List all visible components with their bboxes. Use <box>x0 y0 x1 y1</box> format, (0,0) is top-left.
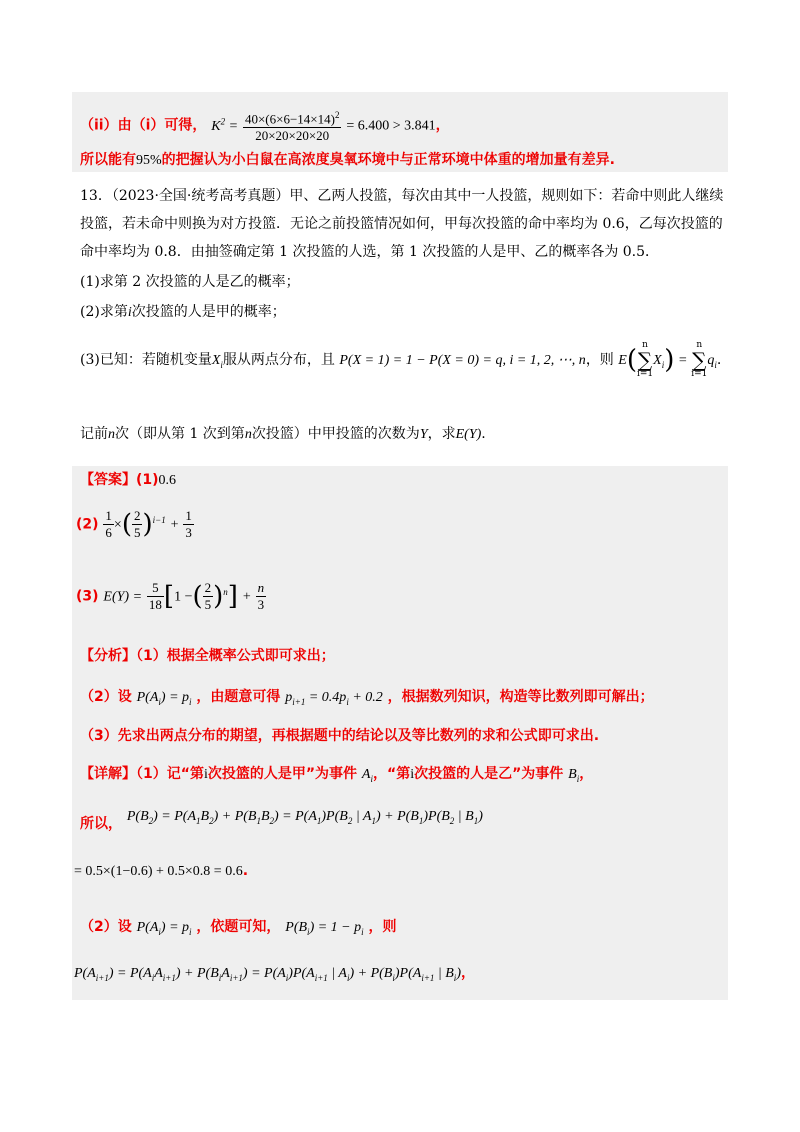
answer-1: 【答案】(1)0.6 <box>80 472 177 488</box>
analysis-2: （2）设 $P(A_i) = p_i$ ，由题意可得 $p_{i+1} = 0.4p_i + 0.2$ ，根据数列知识，构造等比数列即可解出； <box>80 689 654 707</box>
k2-fraction: $\frac{40\times(6\times 6-14\times 14)^2}{20\times 20\times 20\times 20}$ <box>243 107 341 144</box>
detail-1: 【详解】（1）记“第i次投篮的人是甲”为事件 $A_i$，“第i次投篮的人是乙”为事件 $B_i$， <box>80 766 594 784</box>
answer-3: (3) E(Y) = $\frac{5}{18}$ [1 −( $\frac{2}{5}$ )$^n$] + $\frac{n}{3}$ <box>76 580 265 613</box>
detail-4: （2）设 $P(A_i) = p_i$ ，依题可知， $P(B_i) = 1 - p_i$ ，则 <box>80 919 397 937</box>
detail-3: = 0.5×(1−0.6) + 0.5×0.8 = 0.6. <box>74 863 249 879</box>
q13-line3: 命中率均为 0.8．由抽签确定第 1 次投篮的人选，第 1 次投篮的人是甲、乙的概率各为 0.5． <box>80 244 660 260</box>
detail-2: 所以， $P(B_2) = P(A_1B_2) + P(B_1B_2) = P(A_1)P(B_2$ | $A_1) + P(B_1)P(B_2$ | $B_1$) <box>80 809 483 832</box>
detail-5: $P(A_{i+1}) = P(A_iA_{i+1}) + P(B_iA_{i+1}) = P(A_i)P(A_{i+1}$ | $A_i) + P(B_i)P(A_{i+1}$ | $B_i$)， <box>74 965 475 983</box>
answer-2: (2) $\frac{1}{6}$ ×( $\frac{2}{5}$ )$^{i-1}$ + $\frac{1}{3}$ <box>76 508 192 541</box>
prev-conclusion: 所以能有95%的把握认为小白鼠在高浓度臭氧环境中与正常环境中体重的增加量有差异. <box>80 152 615 168</box>
k2-symbol: $K^2$ = <box>211 116 239 134</box>
prev-part-ii: （ii）由（i）可得， $K^2$ = $\frac{40\times(6\times 6-14\times 14)^2}{20\times 20\times 20\times 20}$ = 6.400 > 3.841， <box>80 106 450 144</box>
q13-part1: (1)求第 2 次投篮的人是乙的概率； <box>80 274 300 290</box>
q13-part3: (3)已知：若随机变量$X_i$服从两点分布，且 P(X = 1) = 1 − P(X = 0) = q, i = 1, 2, ⋯, n，则 E( n ∑ i=1 $X_i$) = n ∑ i=1 $q_i$. <box>80 340 722 379</box>
q13-line1: 13．（2023·全国·统考高考真题）甲、乙两人投篮，每次由其中一人投篮，规则如下：若命中则此人继续 <box>80 188 724 204</box>
q13-part4: 记前n次（即从第 1 次到第n次投篮）中甲投篮的次数为Y，求E(Y). <box>80 426 486 442</box>
q13-line2: 投篮，若未命中则换为对方投篮．无论之前投篮情况如何，甲每次投篮的命中率均为 0.6，乙每次投篮的 <box>80 216 723 232</box>
analysis-3: （3）先求出两点分布的期望，再根据题中的结论以及等比数列的求和公式即可求出. <box>80 728 600 744</box>
q13-part2: (2)求第i次投篮的人是甲的概率； <box>80 304 286 320</box>
analysis-1: 【分析】（1）根据全概率公式即可求出； <box>80 648 335 664</box>
